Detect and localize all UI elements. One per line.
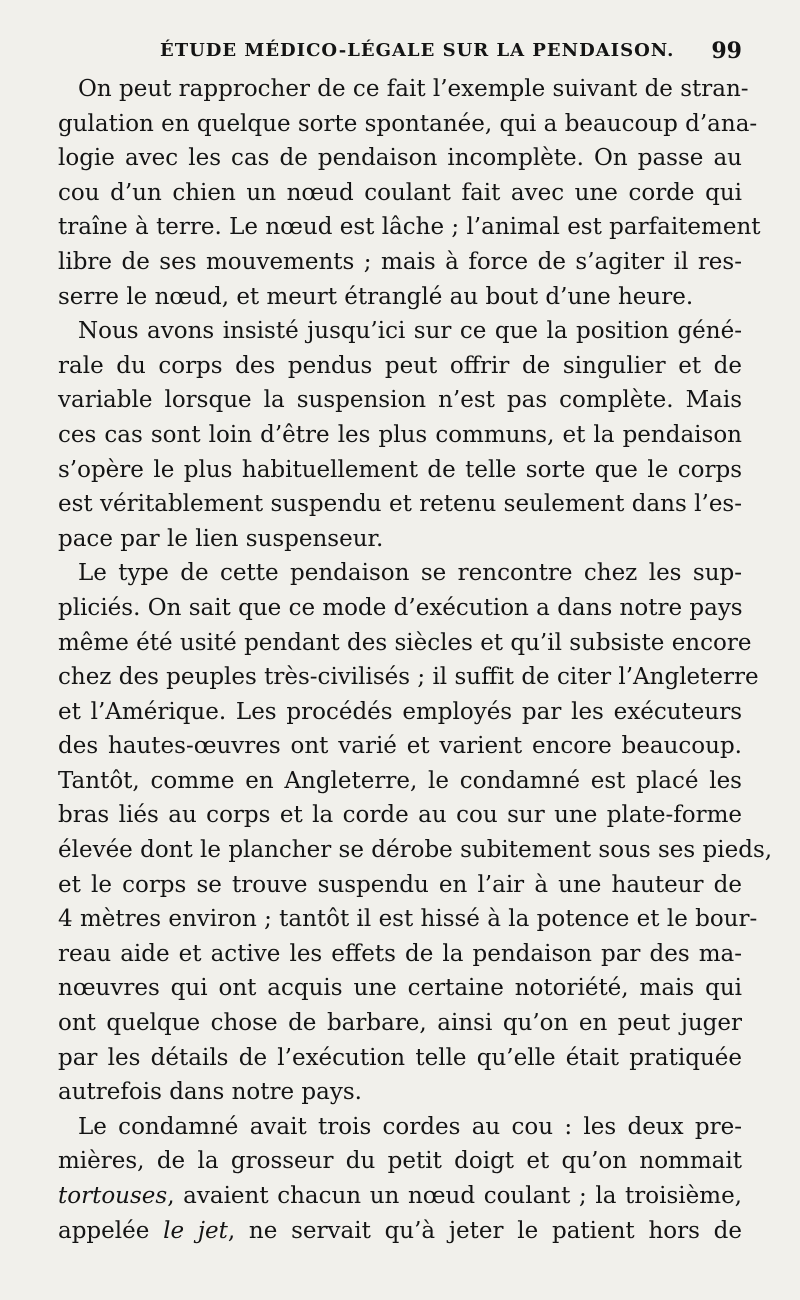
text-line: gulation en quelque sorte spontanée, qui a beaucoup d’ana- [58, 110, 758, 137]
text-line: Tantôt, comme en Angleterre, le condamné est placé les [58, 767, 742, 794]
text-fragment: , ne servait qu’à jeter le patient hors de [227, 1217, 742, 1244]
text-line: bras liés au corps et la corde au cou sur une plate-forme [58, 802, 742, 829]
italic-term: le jet [163, 1217, 228, 1244]
text-line: et l’Amérique. Les procédés employés par les exécuteurs [58, 698, 742, 725]
text-line: Le type de cette pendaison se rencontre chez les sup- [78, 560, 742, 587]
italic-term: tortouses [58, 1183, 168, 1209]
text-line: même été usité pendant des siècles et qu’il subsiste encore [58, 629, 752, 656]
text-line: par les détails de l’exécution telle qu’elle était pratiquée [58, 1044, 742, 1071]
text-line: pliciés. On sait que ce mode d’exécution a dans notre pays [58, 594, 743, 621]
text-line [58, 1214, 742, 1249]
text-line [58, 1179, 742, 1214]
page-number: 99 [711, 38, 742, 64]
text-line: des hautes-œuvres ont varié et varient encore beaucoup. [58, 733, 742, 760]
text-line: reau aide et active les effets de la pendaison par des ma- [58, 940, 742, 967]
body-text [58, 72, 773, 1248]
page-header [58, 38, 742, 70]
text-line: ont quelque chose de barbare, ainsi qu’on en peut juger [58, 1010, 742, 1037]
text-line: et le corps se trouve suspendu en l’air à une hauteur de [58, 871, 742, 898]
text-line: autrefois dans notre pays. [58, 1079, 362, 1106]
text-line: variable lorsque la suspension n’est pas complète. Mais [58, 387, 742, 414]
text-fragment: , avaient chacun un nœud coulant ; la troisième, [167, 1183, 742, 1209]
text-line: 4 mètres environ ; tantôt il est hissé à la potence et le bour- [58, 906, 758, 933]
text-fragment: appelée [58, 1217, 164, 1244]
text-line: serre le nœud, et meurt étranglé au bout d’une heure. [58, 283, 694, 310]
text-line: cou d’un chien un nœud coulant fait avec une corde qui [58, 179, 742, 206]
text-line: On peut rapprocher de ce fait l’exemple suivant de stran- [78, 76, 749, 102]
text-line: libre de ses mouvements ; mais à force de s’agiter il res- [58, 248, 742, 275]
text-line: nœuvres qui ont acquis une certaine notoriété, mais qui [58, 975, 742, 1002]
text-line: rale du corps des pendus peut offrir de singulier et de [58, 352, 742, 379]
text-line: ces cas sont loin d’être les plus communs, et la pendaison [58, 421, 742, 448]
text-line: Le condamné avait trois cordes au cou : les deux pre- [78, 1113, 742, 1140]
text-line: Nous avons insisté jusqu’ici sur ce que la position géné- [78, 318, 742, 345]
text-line: est véritablement suspendu et retenu seulement dans l’es- [58, 491, 742, 518]
running-title: ÉTUDE MÉDICO-LÉGALE SUR LA PENDAISON. [160, 40, 675, 61]
text-line: chez des peuples très-civilisés ; il suffit de citer l’Angleterre [58, 664, 759, 691]
text-line: logie avec les cas de pendaison incomplète. On passe au [58, 145, 742, 172]
text-line: élevée dont le plancher se dérobe subitement sous ses pieds, [58, 837, 773, 864]
text-line: mières, de la grosseur du petit doigt et qu’on nommait [58, 1148, 742, 1175]
text-line: s’opère le plus habituellement de telle sorte que le corps [58, 456, 742, 483]
text-line: pace par le lien suspenseur. [58, 525, 384, 552]
text-line: traîne à terre. Le nœud est lâche ; l’animal est parfaitement [58, 214, 761, 241]
